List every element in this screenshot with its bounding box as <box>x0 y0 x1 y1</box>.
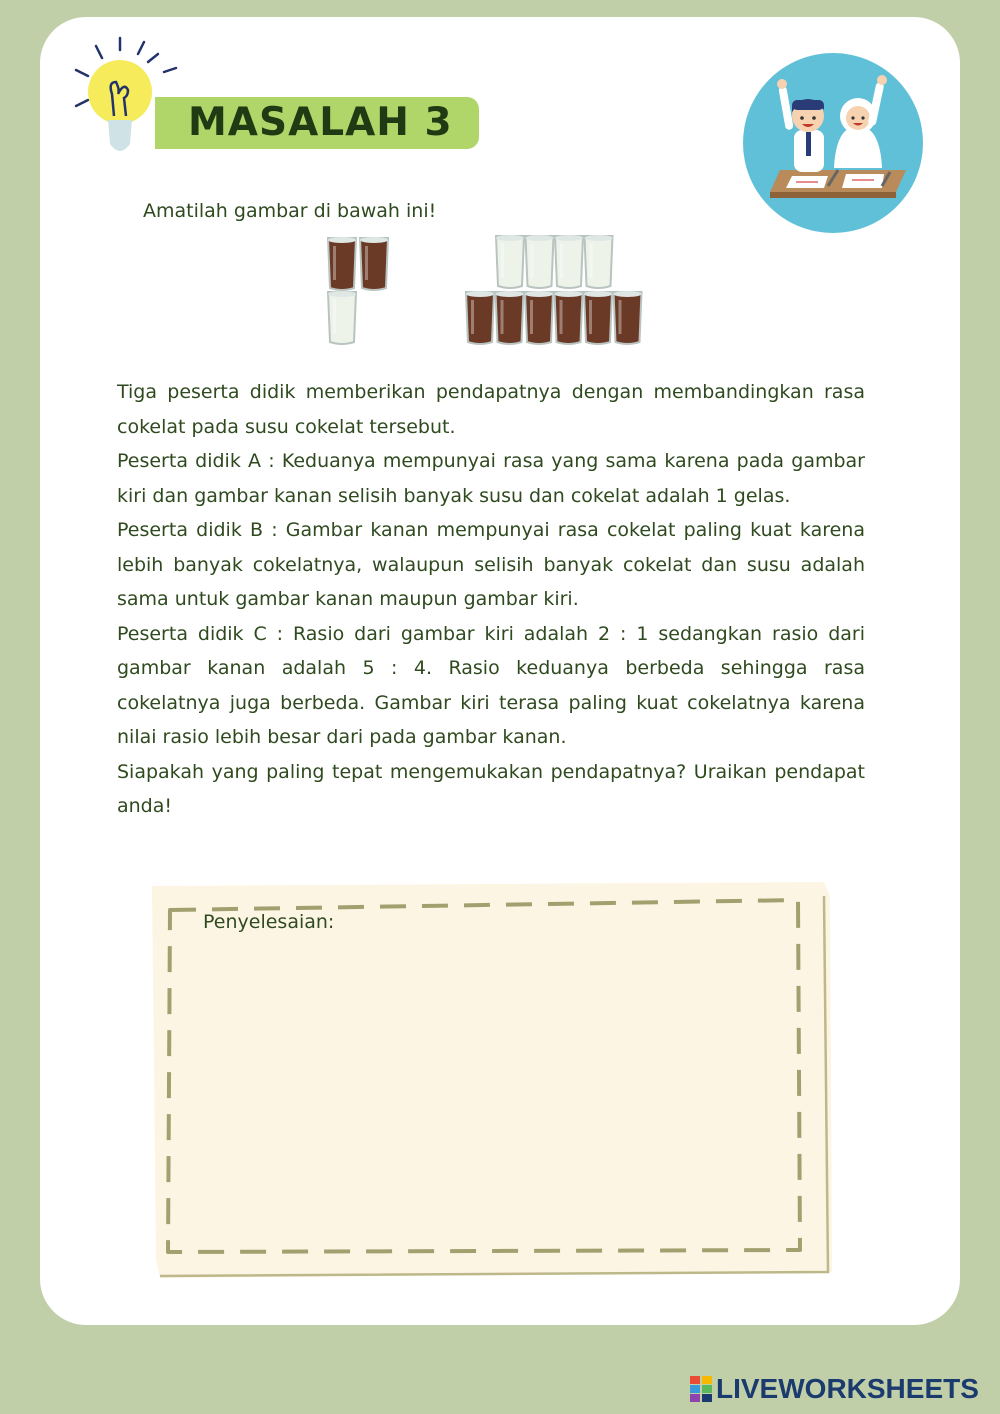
milk-glass <box>526 235 554 288</box>
answer-label: Penyelesaian: <box>203 911 335 933</box>
milk-glass <box>496 235 524 288</box>
paragraph-student-b: Peserta didik B : Gambar kanan mempunyai rasa cokelat paling kuat karena lebih banyak cokelatnya, walaupun selisih banyak cokelat dan susu adalah sama untuk gambar kanan maupun gambar kiri. <box>117 519 865 610</box>
page-title: MASALAH 3 <box>188 100 453 145</box>
students-illustration <box>742 52 924 234</box>
answer-box[interactable] <box>148 880 840 1285</box>
paragraph-intro: Tiga peserta didik memberikan pendapatnya dengan membandingkan rasa cokelat pada susu cokelat tersebut. <box>117 381 865 438</box>
instruction-text: Amatilah gambar di bawah ini! <box>143 200 437 222</box>
liveworksheets-logo-icon <box>690 1376 712 1402</box>
brand-name: LIVEWORKSHEETS <box>716 1373 979 1404</box>
chocolate-glass <box>555 291 583 344</box>
paragraph-student-c: Peserta didik C : Rasio dari gambar kiri adalah 2 : 1 sedangkan rasio dari gambar kanan adalah 5 : 4. Rasio keduanya berbeda sehingga rasa cokelatnya juga berbeda. Gambar kiri terasa paling kuat cokelatnya karena nilai rasio lebih besar dari pada gambar kanan. <box>117 622 865 748</box>
chocolate-glass <box>466 291 494 344</box>
chocolate-glass <box>328 237 356 290</box>
problem-text <box>117 375 865 824</box>
paragraph-student-a: Peserta didik A : Keduanya mempunyai rasa yang sama karena pada gambar kiri dan gambar kanan selisih banyak susu dan cokelat adalah 1 gelas. <box>117 450 865 507</box>
milk-glass <box>555 235 583 288</box>
chocolate-glass <box>525 291 553 344</box>
milk-glass <box>328 291 356 344</box>
milk-glass <box>585 235 613 288</box>
chocolate-glass <box>614 291 642 344</box>
chocolate-glass <box>360 237 388 290</box>
chocolate-glass <box>584 291 612 344</box>
paragraph-question: Siapakah yang paling tepat mengemukakan pendapatnya? Uraikan pendapat anda! <box>117 760 865 817</box>
glasses-figure <box>320 232 660 352</box>
footer-brand <box>690 1374 979 1404</box>
chocolate-glass <box>496 291 524 344</box>
